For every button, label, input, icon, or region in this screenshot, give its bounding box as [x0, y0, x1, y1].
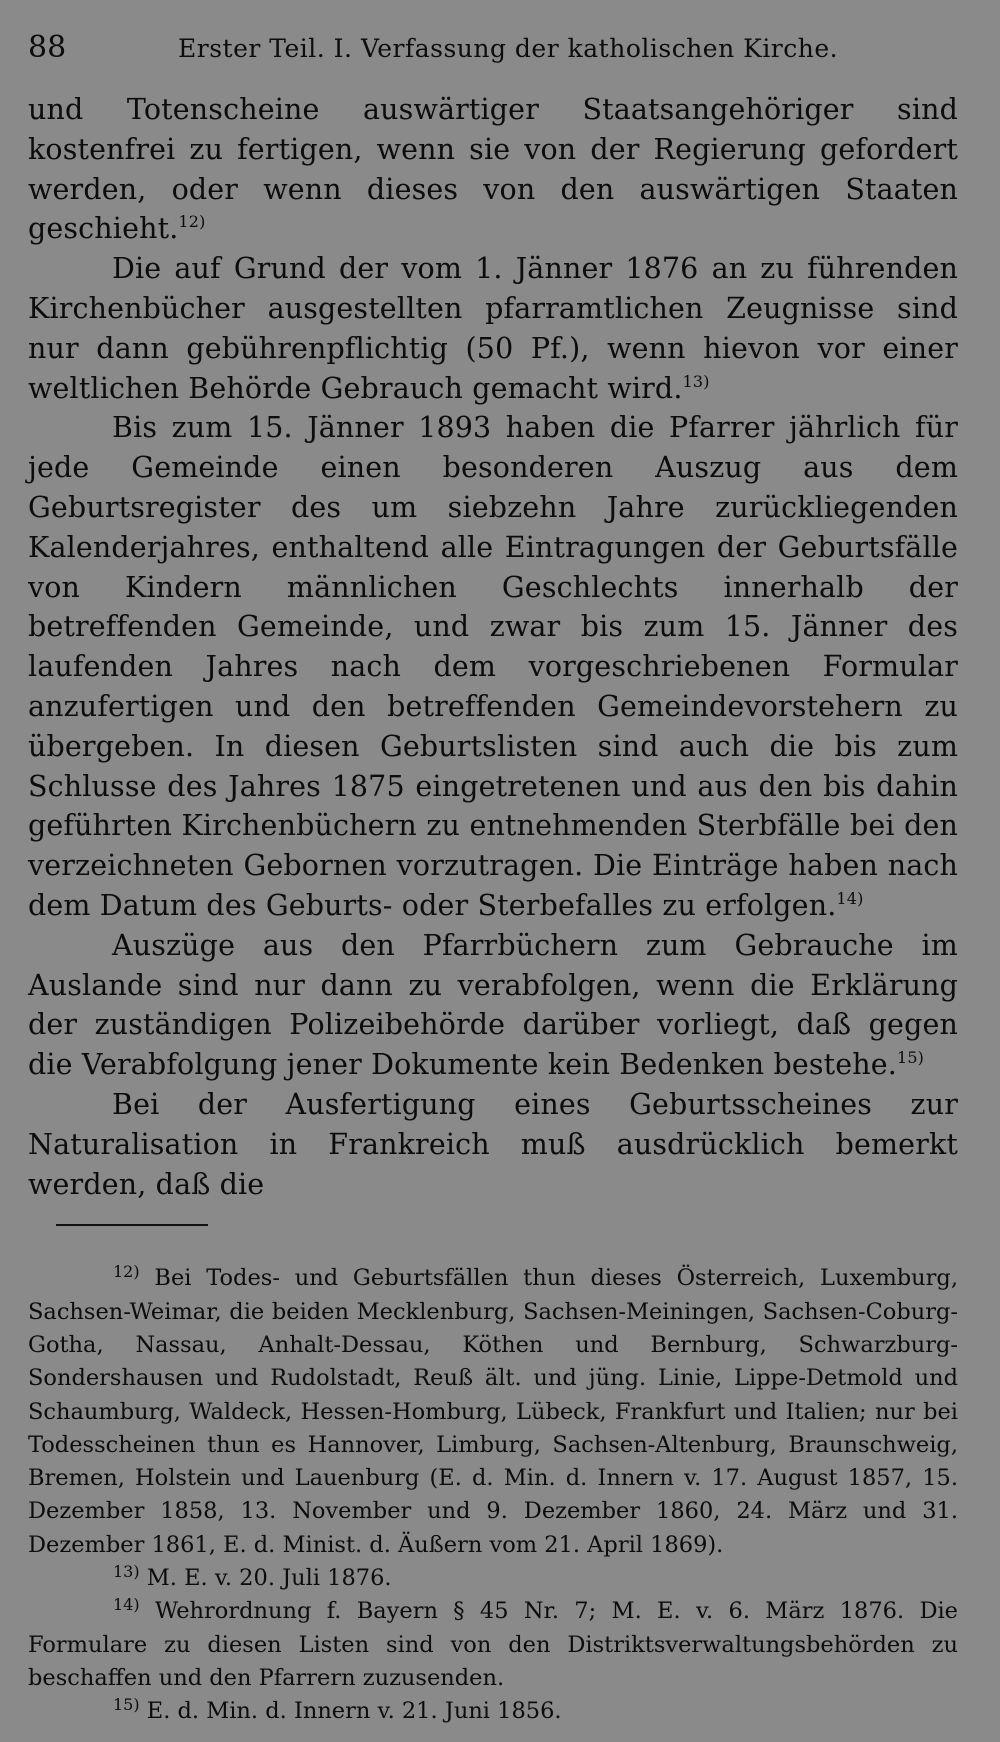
footnote-mark: 14): [113, 1595, 140, 1615]
paragraph-text: Bis zum 15. Jänner 1893 haben die Pfarrer jährlich für jede Gemeinde einen besonderen Auszug aus dem Geburtsregister des um siebzehn Jahre zurückliegenden Kalenderjahres, enthaltend alle Eintragungen der Geburtsfälle von Kindern männlichen Geschlechts innerhalb der betreffenden Gemeinde, und zwar bis zum 15. Jänner des laufenden Jahres nach dem vorgeschriebenen Formular anzufertigen und den betreffenden Gemeindevorstehern zu übergeben. In diesen Geburtslisten sind auch die bis zum Schlusse des Jahres 1875 eingetretenen und aus den bis dahin geführten Kirchenbüchern zu entnehmenden Sterbfälle bei den verzeichneten Gebornen vorzutragen. Die Einträge haben nach dem Datum des Geburts- oder Sterbefalles zu erfolgen.: [28, 411, 958, 922]
paragraph-1: [28, 90, 958, 249]
footnote-text: E. d. Min. d. Innern v. 21. Juni 1856.: [146, 1698, 562, 1725]
footnote-reference: 12): [178, 212, 206, 232]
footnote-mark: 12): [113, 1262, 140, 1282]
footnote-reference: 15): [897, 1048, 925, 1068]
paragraph-text: und Totenscheine auswärtiger Staatsangehöriger sind kostenfrei zu fertigen, wenn sie von der Regierung gefordert werden, oder wenn dieses von den auswärtigen Staaten geschieht.: [28, 93, 958, 246]
footnote-text: Bei Todes- und Geburtsfällen thun dieses Österreich, Luxemburg, Sachsen-Weimar, die beiden Mecklenburg, Sachsen-Meiningen, Sachsen-Coburg-Gotha, Nassau, Anhalt-Dessau, Köthen und Bernburg, Schwarzburg-Sondershausen und Rudolstadt, Reuß ält. und jüng. Linie, Lippe-Detmold und Schaumburg, Waldeck, Hessen-Homburg, Lübeck, Frankfurt und Italien; nur bei Todesscheinen thun es Hannover, Limburg, Sachsen-Altenburg, Braunschweig, Bremen, Holstein und Lauenburg (E. d. Min. d. Innern v. 17. August 1857, 15. Dezember 1858, 13. November und 9. Dezember 1860, 24. März und 31. Dezember 1861, E. d. Minist. d. Äußern vom 21. April 1869).: [28, 1265, 958, 1558]
footnote-13: [28, 1562, 958, 1595]
paragraph-text: Auszüge aus den Pfarrbüchern zum Gebrauche im Auslande sind nur dann zu verabfolgen, wenn die Erklärung der zuständigen Polizeibehörde darüber vorliegt, daß gegen die Verabfolgung jener Dokumente kein Bedenken bestehe.: [28, 928, 958, 1082]
footnote-text: M. E. v. 20. Juli 1876.: [146, 1564, 392, 1591]
body-text: [28, 90, 958, 1204]
running-head: [28, 30, 958, 74]
paragraph-4: [28, 926, 958, 1085]
footnote-text: Wehrordnung f. Bayern § 45 Nr. 7; M. E. v. 6. März 1876. Die Formulare zu diesen Listen sind von den Distriktsverwaltungsbehörden zu beschaffen und den Pfarrern zuzusenden.: [28, 1598, 958, 1691]
running-head-title: Erster Teil. I. Verfassung der katholischen Kirche.: [178, 34, 839, 63]
footnote-mark: 15): [113, 1695, 140, 1715]
footnote-14: [28, 1595, 958, 1695]
footnote-reference: 13): [682, 371, 710, 391]
paragraph-text: Die auf Grund der vom 1. Jänner 1876 an zu führenden Kirchenbücher ausgestellten pfarramtlichen Zeugnisse sind nur dann gebührenpflichtig (50 Pf.), wenn hievon vor einer weltlichen Behörde Gebrauch gemacht wird.: [28, 252, 958, 405]
paragraph-3: [28, 408, 958, 925]
paragraph-5: [28, 1085, 958, 1204]
footnote-mark: 13): [113, 1561, 140, 1581]
paragraph-2: [28, 249, 958, 408]
footnotes: [28, 1262, 958, 1728]
page-number: 88: [28, 30, 67, 65]
footnote-12: [28, 1262, 958, 1562]
footnote-separator: [56, 1224, 208, 1226]
paragraph-text: Bei der Ausfertigung eines Geburtsscheines zur Naturalisation in Frankreich muß ausdrücklich bemerkt werden, daß die: [28, 1087, 958, 1201]
footnote-reference: 14): [836, 888, 864, 908]
footnote-15: [28, 1695, 958, 1728]
